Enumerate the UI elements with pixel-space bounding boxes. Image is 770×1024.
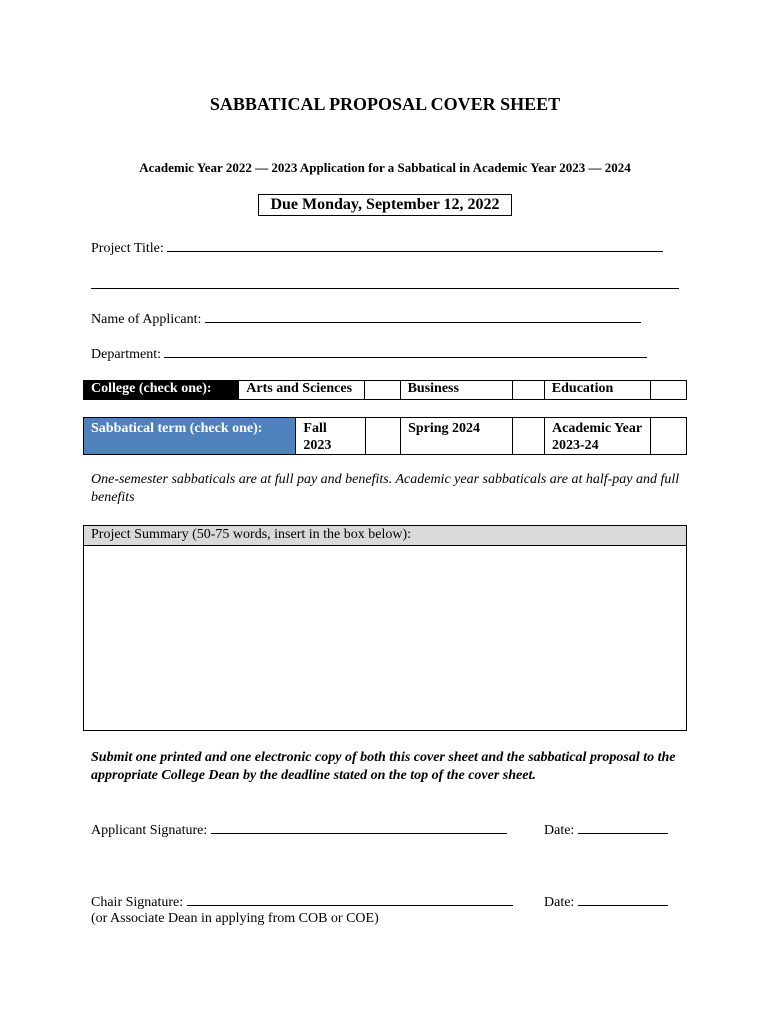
chair-date-label: Date:	[544, 895, 575, 910]
project-summary-box	[83, 525, 687, 731]
applicant-name-row	[91, 310, 641, 328]
project-title-label: Project Title:	[91, 241, 164, 256]
college-checkbox-arts-sciences[interactable]	[365, 381, 400, 400]
college-label: College (check one):	[84, 381, 239, 400]
chair-signature-note: (or Associate Dean in applying from COB or COE)	[91, 911, 379, 926]
college-option-education: Education	[544, 381, 650, 400]
term-option-academic-year: Academic Year 2023-24	[545, 418, 651, 455]
applicant-date-row	[544, 821, 668, 839]
term-checkbox-fall-2023[interactable]	[365, 418, 400, 455]
department-field[interactable]	[164, 345, 647, 358]
applicant-signature-row	[91, 821, 507, 839]
project-title-field[interactable]	[167, 239, 663, 252]
applicant-date-field[interactable]	[578, 821, 668, 834]
applicant-name-field[interactable]	[205, 310, 641, 323]
project-summary-input[interactable]	[84, 546, 686, 732]
chair-signature-field[interactable]	[187, 893, 513, 906]
due-date-box: Due Monday, September 12, 2022	[258, 194, 512, 216]
submission-instructions: Submit one printed and one electronic copy of both this cover sheet and the sabbatical proposal to the appropriate College Dean by the deadline stated on the top of the cover sheet.	[91, 750, 676, 783]
college-table	[83, 380, 687, 400]
applicant-date-label: Date:	[544, 823, 575, 838]
project-title-row-2	[91, 276, 679, 294]
project-title-field-line-2[interactable]	[91, 276, 679, 289]
department-label: Department:	[91, 347, 161, 362]
project-summary-label: Project Summary (50-75 words, insert in the box below):	[84, 526, 686, 546]
chair-date-row	[544, 893, 668, 911]
term-table	[83, 417, 687, 455]
project-title-row	[91, 239, 663, 257]
page-title: SABBATICAL PROPOSAL COVER SHEET	[209, 94, 561, 114]
applicant-name-label: Name of Applicant:	[91, 312, 202, 327]
term-checkbox-academic-year[interactable]	[650, 418, 686, 455]
sabbatical-pay-note: One-semester sabbaticals are at full pay and benefits. Academic year sabbaticals are at half-pay and full benefits	[91, 472, 680, 505]
term-checkbox-spring-2024[interactable]	[512, 418, 544, 455]
term-label: Sabbatical term (check one):	[84, 418, 296, 455]
term-option-fall-2023: Fall 2023	[296, 418, 365, 455]
applicant-signature-field[interactable]	[211, 821, 507, 834]
term-option-spring-2024: Spring 2024	[401, 418, 513, 455]
applicant-signature-label: Applicant Signature:	[91, 823, 208, 838]
chair-signature-row	[91, 893, 513, 911]
chair-signature-label: Chair Signature:	[91, 895, 184, 910]
chair-date-field[interactable]	[578, 893, 668, 906]
college-option-business: Business	[400, 381, 512, 400]
department-row	[91, 345, 647, 363]
college-option-arts-sciences: Arts and Sciences	[239, 381, 365, 400]
college-checkbox-education[interactable]	[650, 381, 686, 400]
college-checkbox-business[interactable]	[512, 381, 544, 400]
page-subtitle: Academic Year 2022 — 2023 Application for a Sabbatical in Academic Year 2023 — 2024	[139, 160, 631, 175]
